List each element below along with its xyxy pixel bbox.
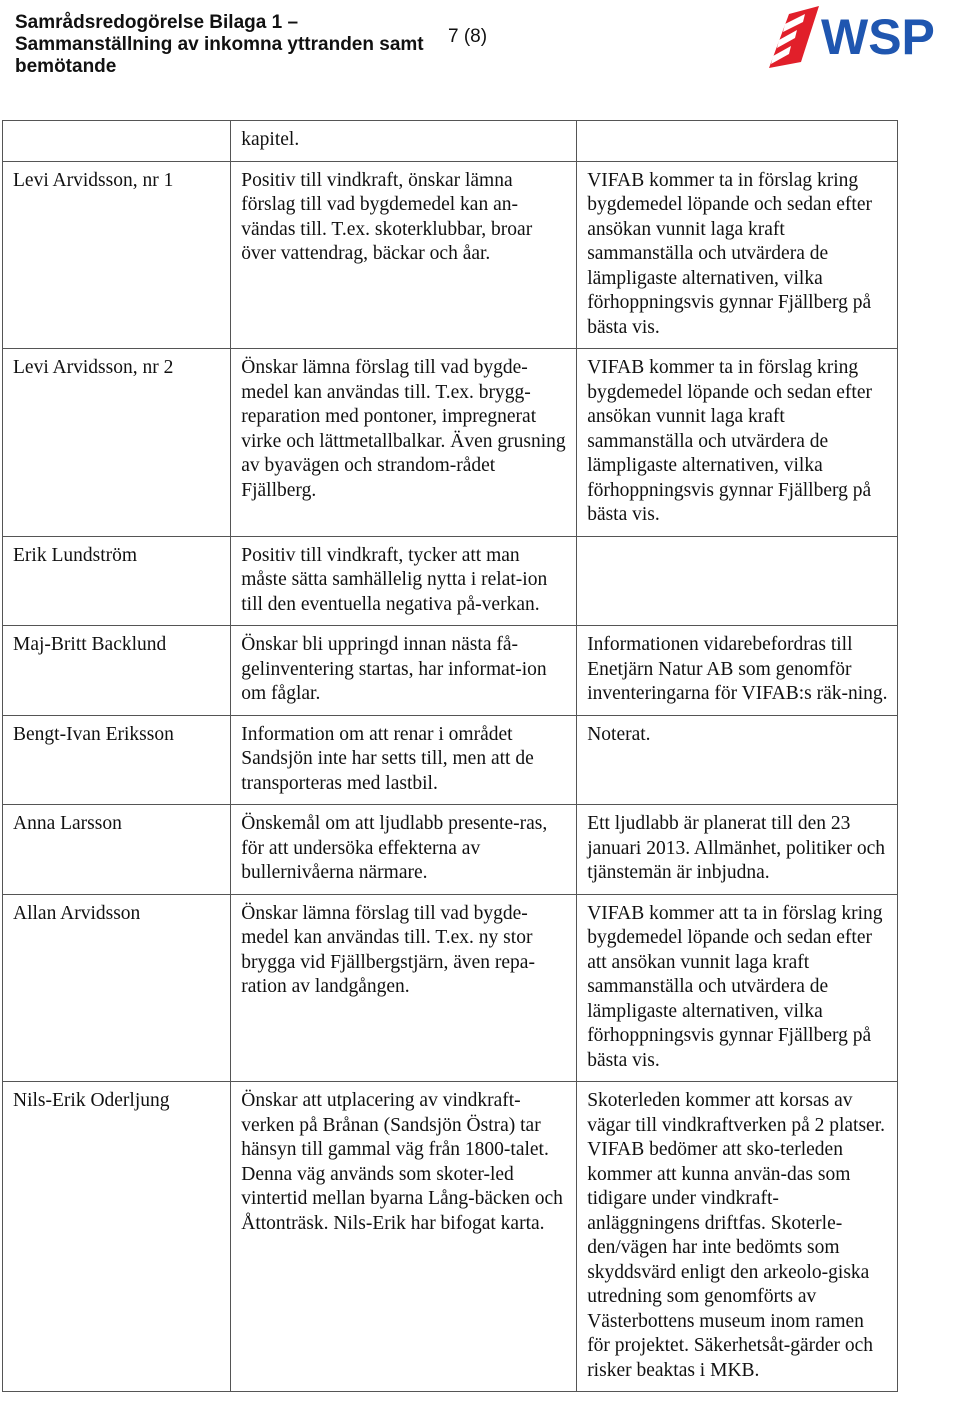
comment-cell xyxy=(231,536,577,626)
table-row xyxy=(3,161,898,349)
wsp-logo-text: WSP xyxy=(821,9,935,65)
comment-cell xyxy=(231,161,577,349)
commenter-name-cell xyxy=(3,536,231,626)
page-number: 7 (8) xyxy=(448,26,488,47)
table-row xyxy=(3,536,898,626)
response-cell xyxy=(577,536,898,626)
commenter-name: Maj-Britt Backlund xyxy=(13,634,167,655)
table-row xyxy=(3,894,898,1082)
commenter-name: Bengt-Ivan Eriksson xyxy=(13,723,174,745)
response-cell xyxy=(577,349,898,537)
response-cell xyxy=(577,626,898,716)
commenter-name: Anna Larsson xyxy=(13,813,122,834)
comment-cell xyxy=(231,121,577,162)
response-cell xyxy=(577,805,898,895)
comment-text: Positiv till vindkraft, tycker att man måste sätta samhällelig nytta i relat-ion till den eventuella negativa på-verkan. xyxy=(241,544,548,615)
commenter-name-cell xyxy=(3,1082,231,1392)
commenter-name-cell xyxy=(3,894,231,1082)
response-cell xyxy=(577,161,898,349)
commenter-name: Erik Lundström xyxy=(13,544,138,566)
document-title xyxy=(15,12,445,78)
comment-cell xyxy=(231,715,577,805)
comment-text: Önskar bli uppringd innan nästa få-gelinventering startas, har informat-ion om fåglar. xyxy=(241,634,547,704)
comment-text: Positiv till vindkraft, önskar lämna förslag till vad bygdemedel kan an-vändas till. T.ex. skoterklubbar, broar över vattendrag, bäckar och åar. xyxy=(241,169,533,264)
response-text: VIFAB kommer ta in förslag kring bygdemedel löpande och sedan efter ansökan vunnit laga kraft sammanställa och utvärdera de lämpligaste alternativen, vilka förhoppningsvis gynnar Fjällberg på bästa vis. xyxy=(587,169,872,338)
comment-text: Önskemål om att ljudlabb presente-ras, för att undersöka effekterna av bullernivåerna närmare. xyxy=(241,813,548,883)
comment-text: Önskar att utplacering av vindkraft-verken på Brånan (Sandsjön Östra) tar hänsyn till gammal väg från 1800-talet. Denna väg används som skoter-led vintertid mellan byarna Lång-bäcken och Åttonträsk. Nils-Erik har bifogat karta. xyxy=(241,1090,563,1234)
comment-cell xyxy=(231,805,577,895)
response-text: Informationen vidarebefordras till Enetjärn Natur AB som genomför inventeringarna för VIFAB:s räk-ning. xyxy=(587,634,888,704)
commenter-name: Levi Arvidsson, nr 2 xyxy=(13,357,174,378)
document-title-line-3: bemötande xyxy=(15,56,117,77)
statements-table xyxy=(2,120,898,1392)
response-text: Ett ljudlabb är planerat till den 23 januari 2013. Allmänhet, politiker och tjänstemän är inbjudna. xyxy=(587,813,886,883)
response-text: VIFAB kommer ta in förslag kring bygdemedel löpande och sedan efter ansökan vunnit laga kraft sammanställa och utvärdera de lämpligaste alternativen, vilka förhoppningsvis gynnar Fjällberg på bästa vis. xyxy=(587,357,872,525)
wsp-logo-flag-icon xyxy=(769,6,819,68)
response-text: VIFAB kommer att ta in förslag kring bygdemedel löpande och sedan efter att ansökan vunnit laga kraft sammanställa och utvärdera de lämpligaste alternativen, vilka förhoppningsvis gynnar Fjällberg på bästa vis. xyxy=(587,902,883,1071)
document-title-line-2: Sammanställning av inkomna yttranden samt xyxy=(15,34,424,55)
commenter-name-cell xyxy=(3,349,231,537)
commenter-name-cell xyxy=(3,121,231,162)
comment-text: Önskar lämna förslag till vad bygde-medel kan användas till. T.ex. brygg-reparation med pontoner, impregnerat virke och lättmetallbalkar. Även grusning av byavägen och strandom-rådet Fjällberg. xyxy=(241,357,566,501)
comment-text: Önskar lämna förslag till vad bygde-medel kan användas till. T.ex. ny stor brygga vid Fjällbergstjärn, även repa-ration av landgången. xyxy=(241,902,535,997)
comment-cell xyxy=(231,1082,577,1392)
comment-cell xyxy=(231,349,577,537)
commenter-name: Nils-Erik Oderljung xyxy=(13,1090,170,1111)
table-row xyxy=(3,349,898,537)
commenter-name-cell xyxy=(3,805,231,895)
commenter-name-cell xyxy=(3,715,231,805)
table-row xyxy=(3,715,898,805)
commenter-name-cell xyxy=(3,161,231,349)
response-text: Skoterleden kommer att korsas av vägar till vindkraftverken på 2 platser. VIFAB bedömer att sko-terleden kommer att kunna använ-das som tidigare under vindkraft-anläggningens driftfas. Skoterle-den/vägen har inte bedömts som skyddsvärd enligt den arkeolo-giska utredning som genomförts av Västerbottens museum inom ramen för projektet. Säkerhetsåt-gärder och risker beaktas i MKB. xyxy=(587,1090,886,1381)
table-row xyxy=(3,626,898,716)
response-cell xyxy=(577,1082,898,1392)
comment-text: Information om att renar i området Sandsjön inte har setts till, men att de transporteras med lastbil. xyxy=(241,723,534,794)
comment-cell xyxy=(231,626,577,716)
response-cell xyxy=(577,715,898,805)
comment-cell xyxy=(231,894,577,1082)
page-header xyxy=(15,10,960,110)
comment-text: kapitel. xyxy=(241,129,300,150)
table-row xyxy=(3,1082,898,1392)
commenter-name-cell xyxy=(3,626,231,716)
document-title-line-1: Samrådsredogörelse Bilaga 1 – xyxy=(15,12,299,33)
response-cell xyxy=(577,894,898,1082)
response-cell xyxy=(577,121,898,162)
wsp-logo xyxy=(761,0,960,72)
commenter-name: Levi Arvidsson, nr 1 xyxy=(13,169,174,191)
response-text: Noterat. xyxy=(587,723,651,745)
table-row xyxy=(3,805,898,895)
commenter-name: Allan Arvidsson xyxy=(13,902,141,924)
table-row xyxy=(3,121,898,162)
